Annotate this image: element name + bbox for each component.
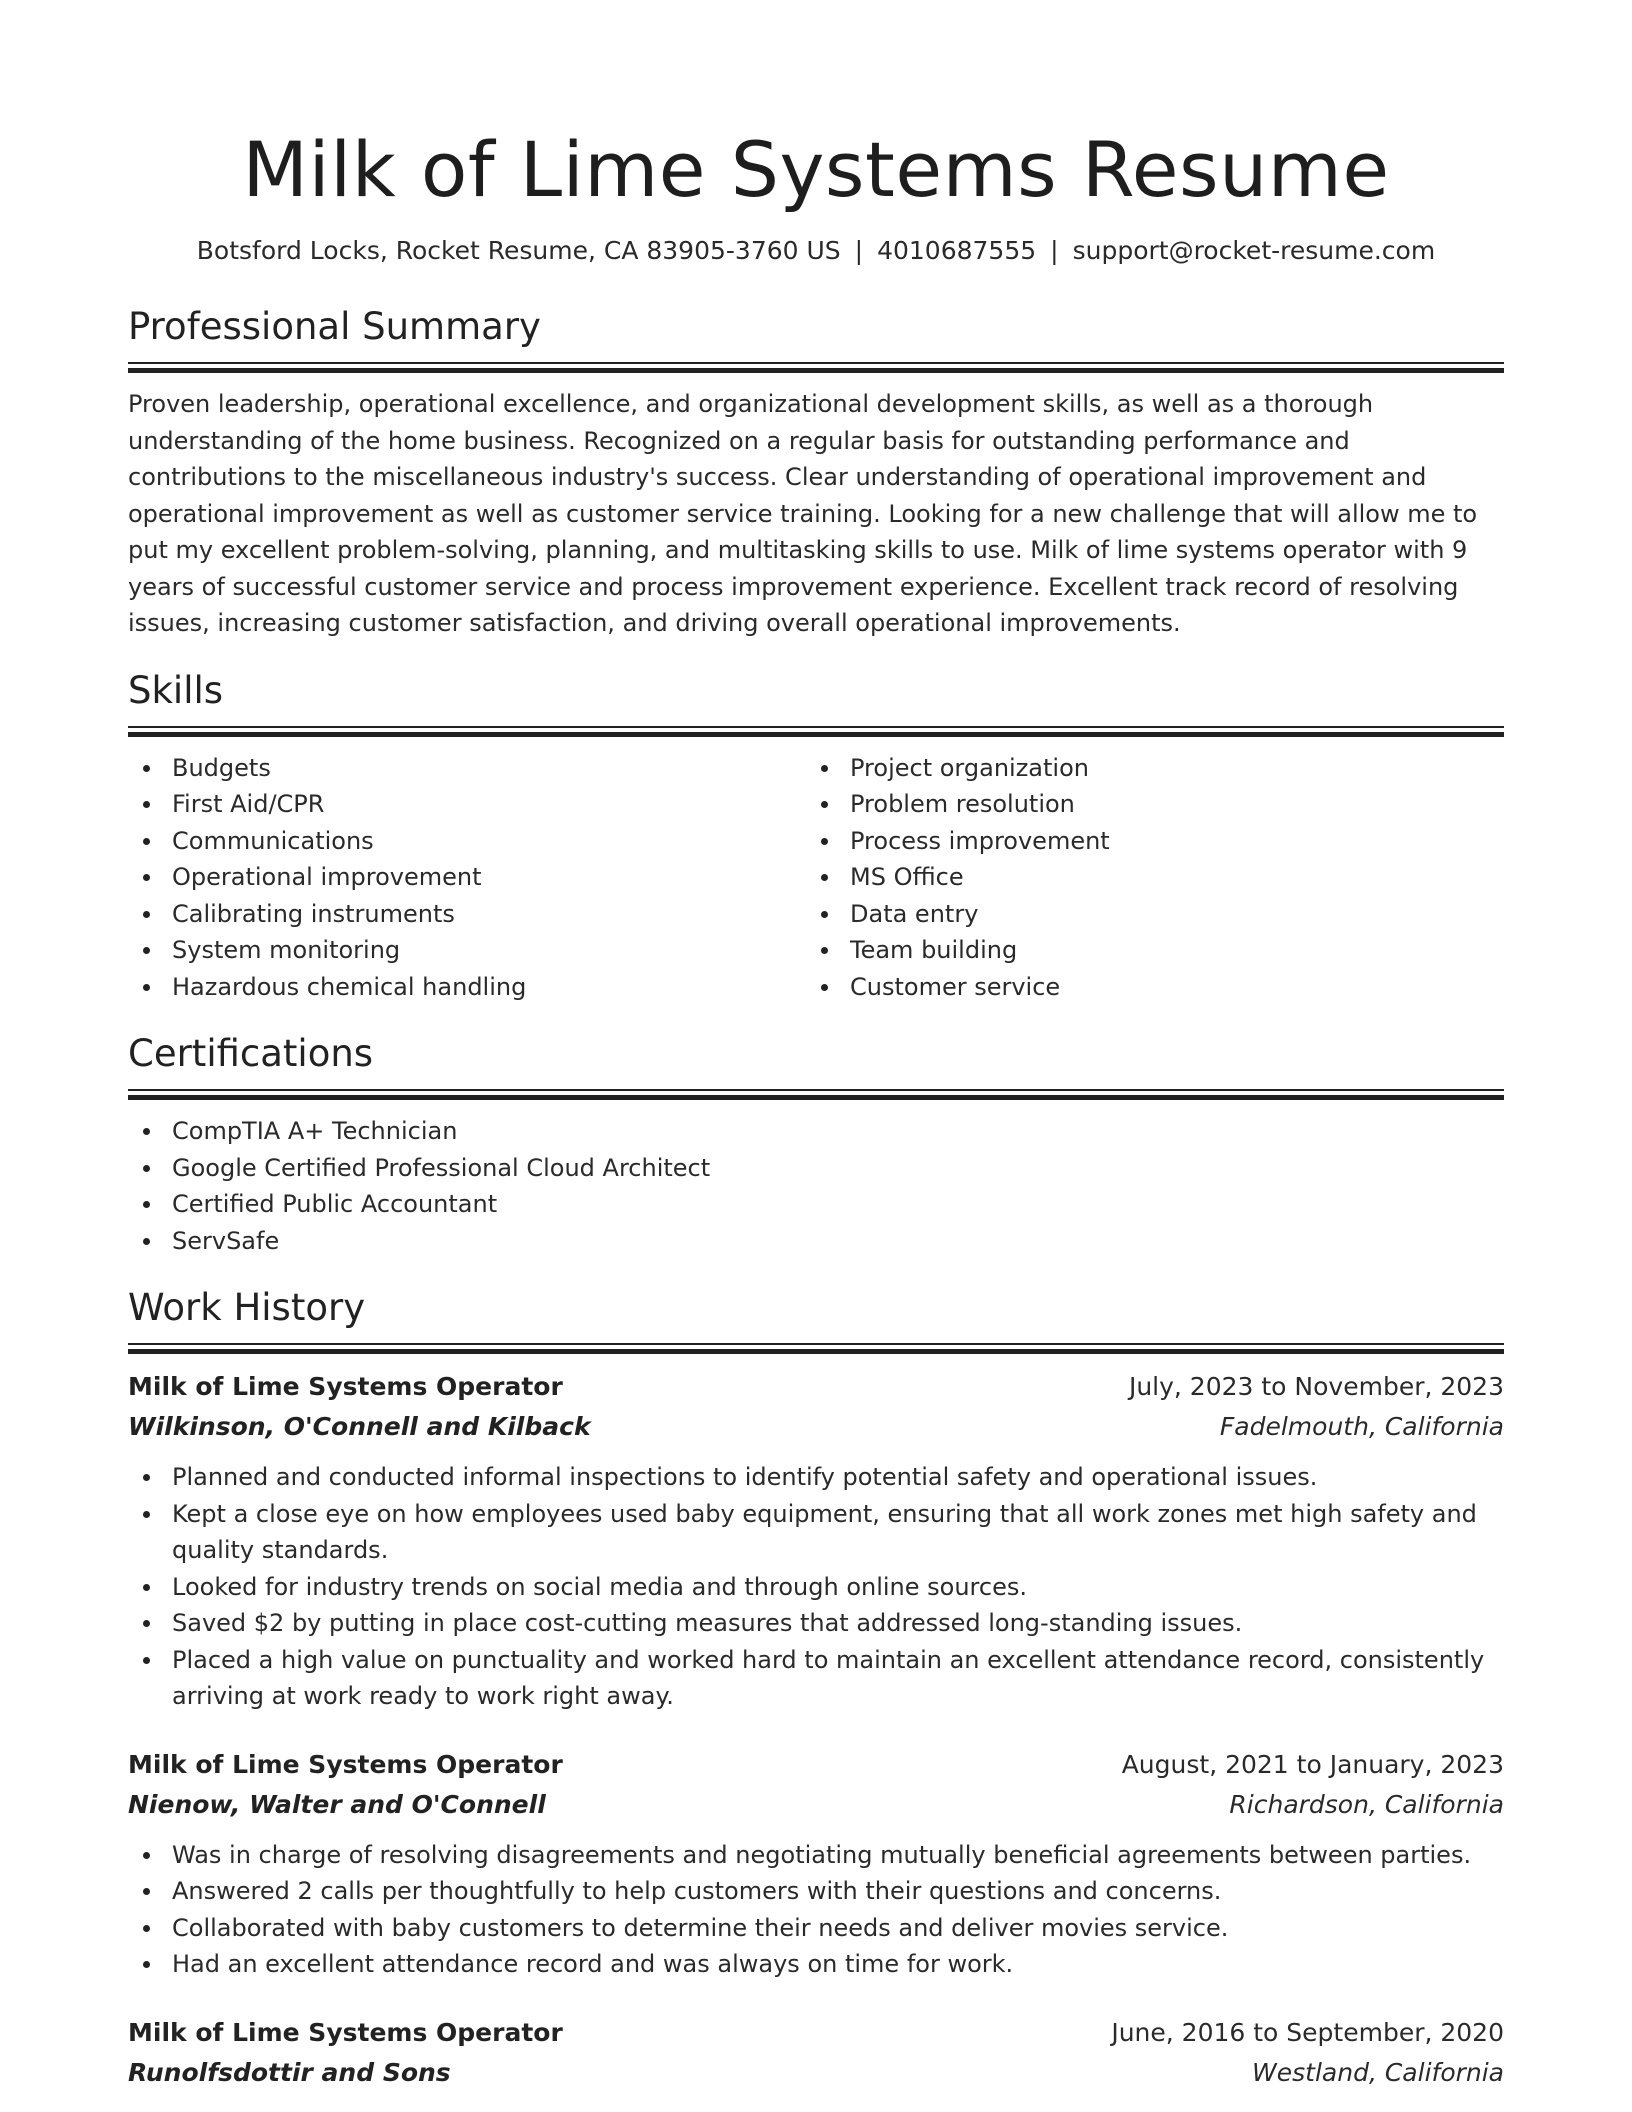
- job-location: Westland, California: [1252, 2057, 1504, 2087]
- resume-page: [128, 0, 1504, 2093]
- job-location: Fadelmouth, California: [1219, 1412, 1504, 1441]
- summary-heading: Professional Summary: [128, 305, 541, 348]
- skill-item: Project organization: [806, 750, 1484, 787]
- contact-line: [128, 234, 1504, 268]
- certification-item: ServSafe: [128, 1223, 1504, 1260]
- job-dates: July, 2023 to November, 2023: [1128, 1372, 1504, 1401]
- job-title: Milk of Lime Systems Operator: [128, 1749, 563, 1779]
- contact-phone: 4010687555: [877, 236, 1037, 265]
- skill-item: Hazardous chemical handling: [128, 969, 806, 1006]
- job-dates: August, 2021 to January, 2023: [1121, 1749, 1504, 1779]
- skill-item: Operational improvement: [128, 859, 806, 896]
- skills-column-left: [128, 750, 806, 1006]
- skill-item: Communications: [128, 823, 806, 860]
- skill-item: Customer service: [806, 969, 1484, 1006]
- job-bullet: Had an excellent attendance record and was always on time for work.: [128, 1946, 1504, 1983]
- job-title: Milk of Lime Systems Operator: [128, 1372, 563, 1401]
- job-company-row: [128, 1785, 1504, 1825]
- section-divider: [128, 1343, 1504, 1353]
- job-bullet: Collaborated with baby customers to determine their needs and deliver movies service.: [128, 1910, 1504, 1947]
- contact-separator: |: [854, 236, 864, 265]
- job-bullet: Looked for industry trends on social media and through online sources.: [128, 1569, 1504, 1606]
- summary-text: Proven leadership, operational excellence, and organizational development skills, as well as a thorough understanding of the home business. Recognized on a regular basis for outstanding performance and contributions to the miscellaneous industry's success. Clear understanding of operational improvement and operational improvement as well as customer service training. Looking for a new challenge that will allow me to put my excellent problem-solving, planning, and multitasking skills to use. Milk of lime systems operator with 9 years of successful customer service and process improvement experience. Excellent track record of resolving issues, increasing customer satisfaction, and driving overall operational improvements.: [128, 390, 1478, 637]
- section-divider: [128, 362, 1504, 372]
- certification-item: Certified Public Accountant: [128, 1186, 1504, 1223]
- job-bullet: Saved $2 by putting in place cost-cutting measures that addressed long-standing issues.: [128, 1605, 1504, 1642]
- resume-title: Milk of Lime Systems Resume: [242, 125, 1390, 214]
- skill-item: First Aid/CPR: [128, 786, 806, 823]
- skill-item: Process improvement: [806, 823, 1484, 860]
- job-location: Richardson, California: [1229, 1789, 1504, 1819]
- job-company-row: [128, 1407, 1504, 1447]
- work-history-heading: Work History: [128, 1286, 366, 1329]
- job-title: Milk of Lime Systems Operator: [128, 2017, 563, 2047]
- summary-section: [128, 304, 1504, 642]
- skill-item: Problem resolution: [806, 786, 1484, 823]
- certifications-heading: Certifications: [128, 1032, 374, 1075]
- job-entry: [128, 1367, 1504, 1715]
- contact-address: Botsford Locks, Rocket Resume, CA 83905-3760 US: [196, 236, 841, 265]
- skill-item: MS Office: [806, 859, 1484, 896]
- job-company-row: [128, 2053, 1504, 2093]
- skill-item: Team building: [806, 932, 1484, 969]
- job-bullet: Planned and conducted informal inspections to identify potential safety and operational issues.: [128, 1459, 1504, 1496]
- job-bullet: Was in charge of resolving disagreements and negotiating mutually beneficial agreements between parties.: [128, 1837, 1504, 1874]
- certifications-list: [128, 1113, 1504, 1259]
- job-bullets: [128, 1459, 1504, 1715]
- work-history-section: [128, 1285, 1504, 2093]
- skill-item: System monitoring: [128, 932, 806, 969]
- job-entry: [128, 2013, 1504, 2093]
- skills-grid: [128, 750, 1504, 1006]
- certifications-section: [128, 1031, 1504, 1259]
- job-bullet: Kept a close eye on how employees used baby equipment, ensuring that all work zones met high safety and quality standards.: [128, 1496, 1504, 1569]
- contact-separator: |: [1050, 236, 1059, 265]
- certification-item: Google Certified Professional Cloud Architect: [128, 1150, 1504, 1187]
- skill-item: Data entry: [806, 896, 1484, 933]
- section-divider: [128, 1089, 1504, 1099]
- job-header-row: [128, 1367, 1504, 1407]
- contact-email: support@rocket-resume.com: [1072, 236, 1436, 265]
- skill-item: Budgets: [128, 750, 806, 787]
- job-company: Wilkinson, O'Connell and Kilback: [128, 1412, 591, 1441]
- job-bullet: Answered 2 calls per thoughtfully to help customers with their questions and concerns.: [128, 1873, 1504, 1910]
- job-bullets: [128, 1837, 1504, 1983]
- certification-item: CompTIA A+ Technician: [128, 1113, 1504, 1150]
- job-dates: June, 2016 to September, 2020: [1111, 2017, 1504, 2047]
- job-header-row: [128, 2013, 1504, 2053]
- skills-column-right: [806, 750, 1484, 1006]
- job-company: Runolfsdottir and Sons: [128, 2057, 451, 2087]
- skills-heading: Skills: [128, 668, 224, 712]
- job-entry: [128, 1745, 1504, 1983]
- job-bullet: Placed a high value on punctuality and worked hard to maintain an excellent attendance record, consistently arriving at work ready to work right away.: [128, 1642, 1504, 1715]
- job-company: Nienow, Walter and O'Connell: [128, 1789, 546, 1819]
- section-divider: [128, 726, 1504, 736]
- job-header-row: [128, 1745, 1504, 1785]
- skill-item: Calibrating instruments: [128, 896, 806, 933]
- skills-section: [128, 668, 1504, 1006]
